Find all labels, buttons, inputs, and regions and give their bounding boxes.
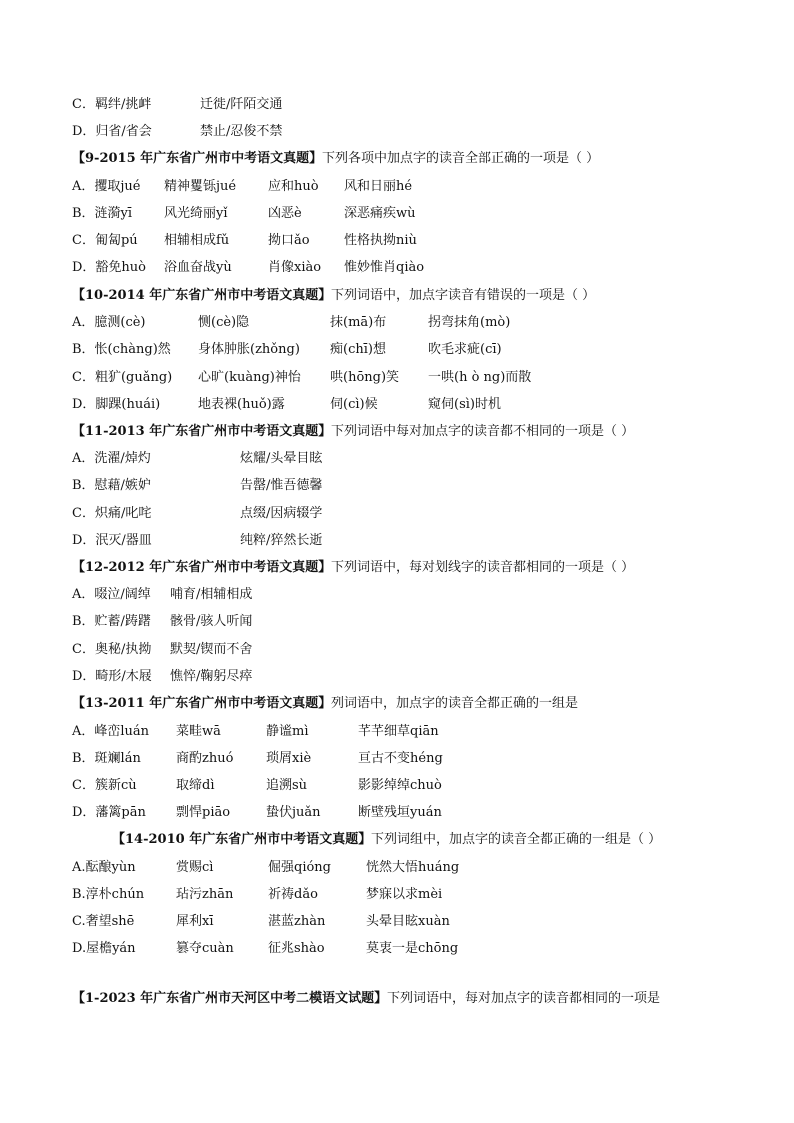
option-item: 点缀/因病辍学 [240, 506, 323, 521]
option-item: 凶恶è [268, 206, 302, 221]
option-item: C．簇新cù [72, 778, 137, 793]
question-source: 【13-2011 年广东省广州市中考语文真题】 [72, 696, 332, 711]
option-item: 骸骨/骇人听闻 [170, 614, 253, 629]
option-item: B．贮蓄/踌躇 [72, 614, 151, 629]
question-text: 下列词语中，每对加点字的读音都相同的一项是 [387, 991, 661, 1006]
option-item: 取缔dì [176, 778, 215, 793]
option-item: 莫衷一是chōng [366, 941, 459, 956]
option-item: 恍然大悟huáng [366, 860, 460, 875]
option-item: 追溯sù [266, 778, 308, 793]
option-item: C．羁绊/挑衅 [72, 97, 152, 112]
option-item: C.奢望shē [72, 914, 135, 929]
option-item: 剽悍piāo [176, 805, 231, 820]
option-item: 影影绰绰chuò [358, 778, 442, 793]
option-item: 拗口ǎo [268, 233, 310, 248]
option-item: 哺育/相辅相成 [170, 587, 253, 602]
option-item: 风和日丽hé [344, 179, 413, 194]
question-source: 【14-2010 年广东省广州市中考语文真题】 [112, 832, 372, 847]
option-item: 湛蓝zhàn [268, 914, 326, 929]
option-item: 蛰伏juǎn [266, 805, 321, 820]
option-item: A．啜泣/阔绰 [72, 587, 151, 602]
option-item: 性格执拗niù [344, 233, 417, 248]
option-item: B．斑斓lán [72, 751, 141, 766]
question-text: 下列词语中每对加点字的读音都不相同的一项是（ ） [331, 424, 635, 439]
option-item: 征兆shào [268, 941, 325, 956]
option-item: D．藩篱pān [72, 805, 146, 820]
option-item: 禁止/忍俊不禁 [200, 124, 283, 139]
option-item: 伺(cì)候 [330, 397, 378, 412]
option-item: 一哄(h ò ng)而散 [428, 370, 532, 385]
option-item: 炫耀/头晕目眩 [240, 451, 323, 466]
option-item: 默契/锲而不舍 [170, 642, 253, 657]
option-item: 心旷(kuàng)神怡 [198, 370, 301, 385]
option-item: 恻(cè)隐 [198, 315, 250, 330]
option-item: 迁徙/阡陌交通 [200, 97, 283, 112]
option-item: C．粗犷(guǎng) [72, 370, 173, 385]
option-item: 深恶痛疾wù [344, 206, 416, 221]
option-item: 倔强qióng [268, 860, 332, 875]
option-item: A．峰峦luán [72, 724, 150, 739]
option-item: B.淳朴chún [72, 887, 145, 902]
question-text: 下列词语中，加点字读音有错误的一项是（ ） [331, 288, 596, 303]
option-item: 梦寐以求mèi [366, 887, 443, 902]
question-source: 【11-2013 年广东省广州市中考语文真题】 [72, 424, 332, 439]
option-item: B．怅(chàng)然 [72, 342, 171, 357]
question-text: 下列词语中，每对划线字的读音都相同的一项是（ ） [331, 560, 635, 575]
option-item: 菜畦wā [176, 724, 221, 739]
question-source: 【12-2012 年广东省广州市中考语文真题】 [72, 560, 332, 575]
option-item: 憔悴/鞠躬尽瘁 [170, 669, 253, 684]
option-item: D．畸形/木屐 [72, 669, 152, 684]
option-item: 窥伺(sì)时机 [428, 397, 501, 412]
option-item: 商酌zhuó [176, 751, 234, 766]
question-source: 【9-2015 年广东省广州市中考语文真题】 [72, 151, 323, 166]
option-item: 风光绮丽yǐ [164, 206, 228, 221]
option-item: 哄(hōng)笑 [330, 370, 400, 385]
question-source: 【10-2014 年广东省广州市中考语文真题】 [72, 288, 332, 303]
question-text: 列词语中，加点字的读音全都正确的一组是 [331, 696, 579, 711]
question-source: 【1-2023 年广东省广州市天河区中考二模语文试题】 [72, 991, 388, 1006]
option-item: B．慰藉/嫉妒 [72, 478, 151, 493]
option-item: 芊芊细草qiān [358, 724, 439, 739]
option-item: 亘古不变héng [358, 751, 443, 766]
question-text: 下列词组中，加点字的读音全都正确的一组是（ ） [371, 832, 662, 847]
option-item: 断壁残垣yuán [358, 805, 442, 820]
option-item: 琐屑xiè [266, 751, 312, 766]
option-item: 静谧mì [266, 724, 309, 739]
option-item: 吹毛求疵(cī) [428, 342, 502, 357]
option-item: 告罄/惟吾德馨 [240, 478, 323, 493]
option-item: 犀利xī [176, 914, 214, 929]
option-item: A．洗濯/焯灼 [72, 451, 151, 466]
option-item: A.酝酿yùn [72, 860, 136, 875]
option-item: B．涟漪yī [72, 206, 133, 221]
option-item: 肖像xiào [268, 260, 322, 275]
option-item: 头晕目眩xuàn [366, 914, 450, 929]
option-item: 赏赐cì [176, 860, 214, 875]
option-item: 地表裸(huǒ)露 [198, 397, 285, 412]
option-item: D．脚踝(huái) [72, 397, 161, 412]
option-item: 精神矍铄jué [164, 179, 237, 194]
option-item: C．炽痛/叱咤 [72, 506, 152, 521]
option-item: 应和huò [268, 179, 319, 194]
option-item: 篡夺cuàn [176, 941, 234, 956]
option-item: 玷污zhān [176, 887, 234, 902]
question-text: 下列各项中加点字的读音全部正确的一项是（ ） [322, 151, 600, 166]
option-item: A．攫取jué [72, 179, 141, 194]
option-item: C．匍匐pú [72, 233, 138, 248]
option-item: A．臆测(cè) [72, 315, 146, 330]
option-item: 惟妙惟肖qiào [344, 260, 425, 275]
option-item: 纯粹/猝然长逝 [240, 533, 323, 548]
option-item: D.屋檐yán [72, 941, 136, 956]
option-item: 拐弯抹角(mò) [428, 315, 511, 330]
option-item: 身体肿胀(zhǒng) [198, 342, 300, 357]
option-item: 相辅相成fǔ [164, 233, 230, 248]
option-item: C．奥秘/执拗 [72, 642, 152, 657]
option-item: 浴血奋战yù [164, 260, 232, 275]
option-item: 抹(mā)布 [330, 315, 387, 330]
option-item: 祈祷dǎo [268, 887, 318, 902]
option-item: D．归省/省会 [72, 124, 152, 139]
option-item: D．豁免huò [72, 260, 146, 275]
option-item: 痴(chī)想 [330, 342, 386, 357]
option-item: D．泯灭/器皿 [72, 533, 152, 548]
